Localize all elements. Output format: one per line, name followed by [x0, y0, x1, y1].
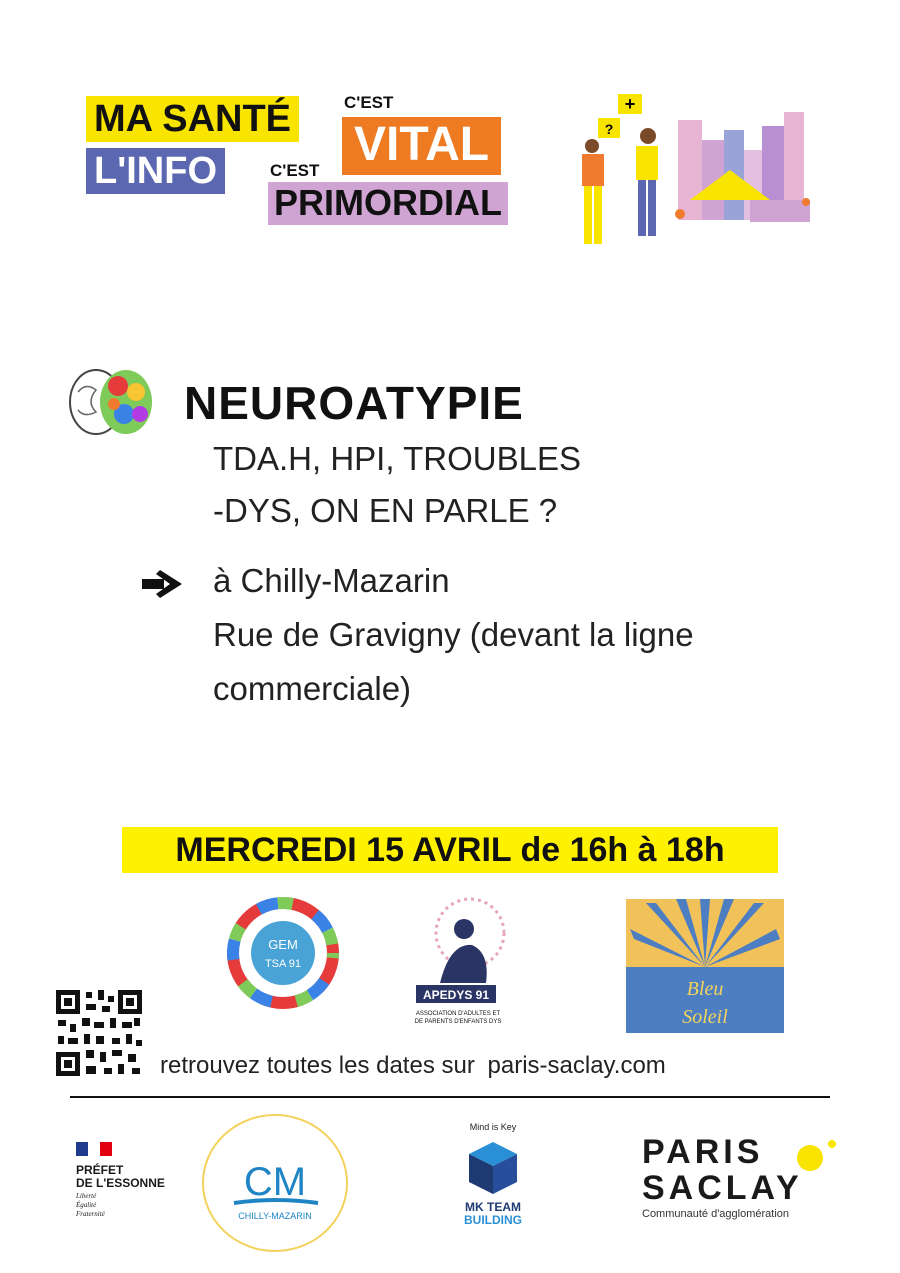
prefet-logo — [76, 1142, 186, 1219]
gem-logo-line1: GEM — [268, 937, 298, 952]
speech-bubble-plus-icon — [618, 94, 642, 114]
dates-sur: sur — [441, 1052, 475, 1079]
header-primordial: PRIMORDIAL — [268, 182, 508, 225]
mk-name2: BUILDING — [464, 1213, 522, 1227]
motto-line1: Liberté — [76, 1192, 97, 1200]
prefet-line1: PRÉFET — [76, 1163, 124, 1177]
chilly-logo-mark: CM — [243, 1160, 307, 1204]
mk-team-logo — [448, 1122, 538, 1227]
ps-line2: SACLAY — [642, 1169, 803, 1207]
bleu-logo-line2: Soleil — [682, 1006, 728, 1028]
dates-text: retrouvez toutes les dates — [160, 1052, 435, 1079]
gem-logo-line2: TSA 91 — [264, 958, 302, 970]
qr-code[interactable] — [54, 988, 144, 1078]
apedys-desc1: ASSOCIATION D'ADULTES ET — [415, 1011, 501, 1017]
sun-dot-icon — [794, 1138, 838, 1174]
location-street: Rue de Gravigny (devant la ligne — [213, 616, 694, 653]
gem-tsa-logo — [218, 893, 348, 1013]
event-date-banner: MERCREDI 15 AVRIL de 16h à 18h — [122, 827, 778, 873]
location-city: à Chilly-Mazarin — [213, 562, 450, 599]
apedys-desc2: DE PARENTS D'ENFANTS DYS — [414, 1019, 502, 1025]
dates-info-text — [160, 1052, 666, 1080]
header-cest-2: C'EST — [270, 161, 320, 180]
event-title: NEUROATYPIE — [184, 377, 524, 429]
city-people-illustration — [570, 90, 830, 250]
chilly-mazarin-logo — [200, 1113, 350, 1253]
mk-tagline: Mind is Key — [469, 1122, 517, 1132]
apedys-logo — [410, 893, 530, 1033]
arrow-right-icon — [140, 568, 184, 600]
motto-line2: Égalité — [76, 1201, 97, 1209]
header-cest-1: C'EST — [344, 93, 394, 112]
bleu-soleil-logo — [626, 899, 784, 1033]
site-link[interactable]: paris-saclay.com — [487, 1052, 666, 1079]
ps-line1: PARIS — [642, 1133, 764, 1171]
event-subtitle-line2: -DYS, ON EN PARLE ? — [213, 492, 558, 529]
speech-bubble-question-icon — [598, 118, 620, 138]
paris-saclay-logo — [642, 1134, 842, 1220]
apedys-name: APEDYS 91 — [422, 988, 490, 1002]
mk-name1: MK TEAM — [465, 1200, 521, 1214]
prefet-line2: DE L'ESSONNE — [76, 1176, 165, 1190]
header-ma-sante: MA SANTÉ — [86, 96, 299, 142]
header-linfo: L'INFO — [86, 148, 225, 194]
ps-subtitle: Communauté d'agglomération — [642, 1208, 790, 1220]
chilly-logo-text: CHILLY-MAZARIN — [238, 1211, 312, 1221]
svg-text:+: + — [624, 94, 636, 114]
mk-cube-icon — [465, 1140, 521, 1196]
brain-icon — [66, 362, 156, 442]
footer-divider — [70, 1096, 830, 1098]
header-vital: VITAL — [342, 117, 501, 175]
bleu-logo-line1: Bleu — [686, 978, 724, 1000]
svg-text:?: ? — [604, 121, 614, 137]
french-flag-icon — [76, 1142, 112, 1156]
location-detail: commerciale) — [213, 670, 412, 707]
motto-line3: Fraternité — [76, 1210, 105, 1218]
event-subtitle-line1: TDA.H, HPI, TROUBLES — [213, 440, 581, 477]
